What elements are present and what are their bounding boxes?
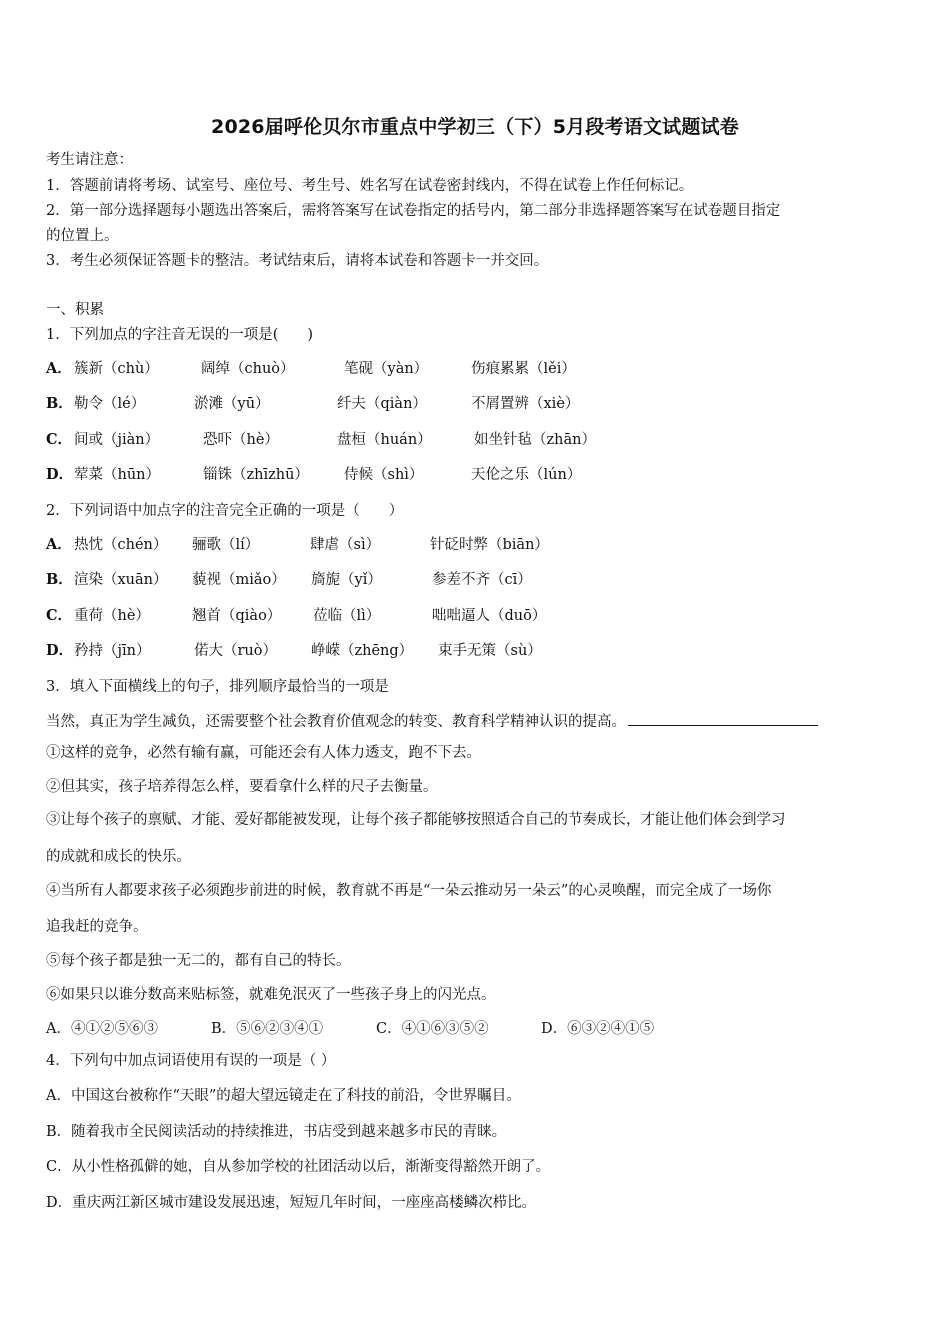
section-heading: 一、积累 xyxy=(46,302,104,318)
notice-item-1: 1．答题前请将考场、试室号、座位号、考生号、姓名写在试卷密封线内，不得在试卷上作任何标记。 xyxy=(46,178,694,194)
notice-item-2: 2．第一部分选择题每小题选出答案后，需将答案写在试卷指定的括号内，第二部分非选择题答案写在试卷题目指定 xyxy=(46,203,781,219)
option-letter: C． xyxy=(46,431,73,448)
option-item: 间或（jiàn） xyxy=(74,432,160,448)
option-item: 侍候（shì） xyxy=(344,467,424,483)
option-item: 勒令（lé） xyxy=(74,396,146,412)
option-letter: D． xyxy=(46,466,74,483)
option-item: 矜持（jīn） xyxy=(74,643,151,659)
option-item: 重荷（hè） xyxy=(74,608,150,624)
question-3-lead xyxy=(46,711,818,731)
option-item: 热忱（chén） xyxy=(74,537,168,553)
notice-item-3: 3．考生必须保证答题卡的整洁。考试结束后，请将本试卷和答题卡一并交回。 xyxy=(46,253,549,269)
q3-choice-d[interactable]: D．⑥③②④①⑤ xyxy=(541,1021,655,1037)
question-3-stem: 3．填入下面横线上的句子，排列顺序最恰当的一项是 xyxy=(46,679,389,695)
sentence-4-cont: 追我赶的竞争。 xyxy=(46,919,148,935)
option-item: 不屑置辨（xiè） xyxy=(471,396,580,412)
page-title: 2026届呼伦贝尔市重点中学初三（下）5月段考语文试题试卷 xyxy=(211,116,739,138)
option-item: 咄咄逼人（duō） xyxy=(432,608,547,624)
option-item: 偌大（ruò） xyxy=(194,643,277,659)
option-item: 笔砚（yàn） xyxy=(344,361,429,377)
answer-blank[interactable] xyxy=(628,711,818,726)
option-item: 盘桓（huán） xyxy=(337,432,432,448)
option-letter: B． xyxy=(46,395,73,412)
sentence-6: ⑥如果只以谁分数高来贴标签，就难免泯灭了一些孩子身上的闪光点。 xyxy=(46,987,496,1003)
option-item: 天伦之乐（lún） xyxy=(471,467,582,483)
q4-option-d[interactable]: D．重庆两江新区城市建设发展迅速，短短几年时间，一座座高楼鳞次栉比。 xyxy=(46,1195,537,1211)
option-item: 藐视（miǎo） xyxy=(192,572,286,588)
option-item: 莅临（lì） xyxy=(313,608,381,624)
notice-heading: 考生请注意： xyxy=(46,152,133,168)
question-1-stem: 1．下列加点的字注音无误的一项是( ) xyxy=(46,327,314,343)
option-letter: B． xyxy=(46,571,73,588)
q3-choice-a[interactable]: A．④①②⑤⑥③ xyxy=(46,1021,158,1037)
sentence-3: ③让每个孩子的禀赋、才能、爱好都能被发现，让每个孩子都能够按照适合自己的节奏成长，才能让他们体会到学习 xyxy=(46,812,786,828)
option-item: 骊歌（lí） xyxy=(192,537,260,553)
option-item: 阔绰（chuò） xyxy=(201,361,295,377)
option-item: 锱铢（zhīzhū） xyxy=(203,467,309,483)
q4-option-a[interactable]: A．中国这台被称作“天眼”的超大望远镜走在了科技的前沿，令世界瞩目。 xyxy=(46,1088,521,1104)
sentence-2: ②但其实，孩子培养得怎么样，要看拿什么样的尺子去衡量。 xyxy=(46,779,438,795)
option-item: 肆虐（sì） xyxy=(310,537,381,553)
question-4-stem: 4．下列句中加点词语使用有误的一项是（ ） xyxy=(46,1053,336,1069)
q3-choice-b[interactable]: B．⑤⑥②③④① xyxy=(211,1021,324,1037)
option-item: 渲染（xuān） xyxy=(74,572,168,588)
option-item: 伤痕累累（lěi） xyxy=(471,361,576,377)
notice-item-2-cont: 的位置上。 xyxy=(46,228,119,244)
option-item: 参差不齐（cī） xyxy=(432,572,532,588)
option-item: 针砭时弊（biān） xyxy=(430,537,549,553)
option-letter: A． xyxy=(46,536,72,553)
option-letter: A． xyxy=(46,360,72,377)
lead-text: 当然，真正为学生减负，还需要整个社会教育价值观念的转变、教育科学精神认识的提高。 xyxy=(46,714,626,730)
option-item: 旖旎（yǐ） xyxy=(311,572,382,588)
option-letter: C． xyxy=(46,607,73,624)
option-item: 束手无策（sù） xyxy=(438,643,542,659)
option-item: 荤菜（hūn） xyxy=(74,467,161,483)
sentence-1: ①这样的竞争，必然有输有赢，可能还会有人体力透支，跑不下去。 xyxy=(46,745,481,761)
option-item: 翘首（qiào） xyxy=(192,608,282,624)
sentence-4: ④当所有人都要求孩子必须跑步前进的时候，教育就不再是“一朵云推动另一朵云”的心灵唤醒，而完全成了一场你 xyxy=(46,883,772,899)
q3-choice-c[interactable]: C．④①⑥③⑤② xyxy=(376,1021,489,1037)
sentence-5: ⑤每个孩子都是独一无二的，都有自己的特长。 xyxy=(46,953,351,969)
option-item: 恐吓（hè） xyxy=(203,432,279,448)
option-item: 淤滩（yū） xyxy=(194,396,270,412)
q4-option-b[interactable]: B．随着我市全民阅读活动的持续推进，书店受到越来越多市民的青睐。 xyxy=(46,1124,507,1140)
option-item: 如坐针毡（zhān） xyxy=(474,432,596,448)
option-item: 峥嵘（zhēng） xyxy=(311,643,414,659)
option-item: 纤夫（qiàn） xyxy=(337,396,427,412)
q4-option-c[interactable]: C．从小性格孤僻的她，自从参加学校的社团活动以后，渐渐变得豁然开朗了。 xyxy=(46,1159,551,1175)
question-2-stem: 2．下列词语中加点字的注音完全正确的一项是（ ） xyxy=(46,503,404,519)
option-letter: D． xyxy=(46,642,74,659)
option-item: 簇新（chù） xyxy=(74,361,159,377)
sentence-3-cont: 的成就和成长的快乐。 xyxy=(46,849,191,865)
